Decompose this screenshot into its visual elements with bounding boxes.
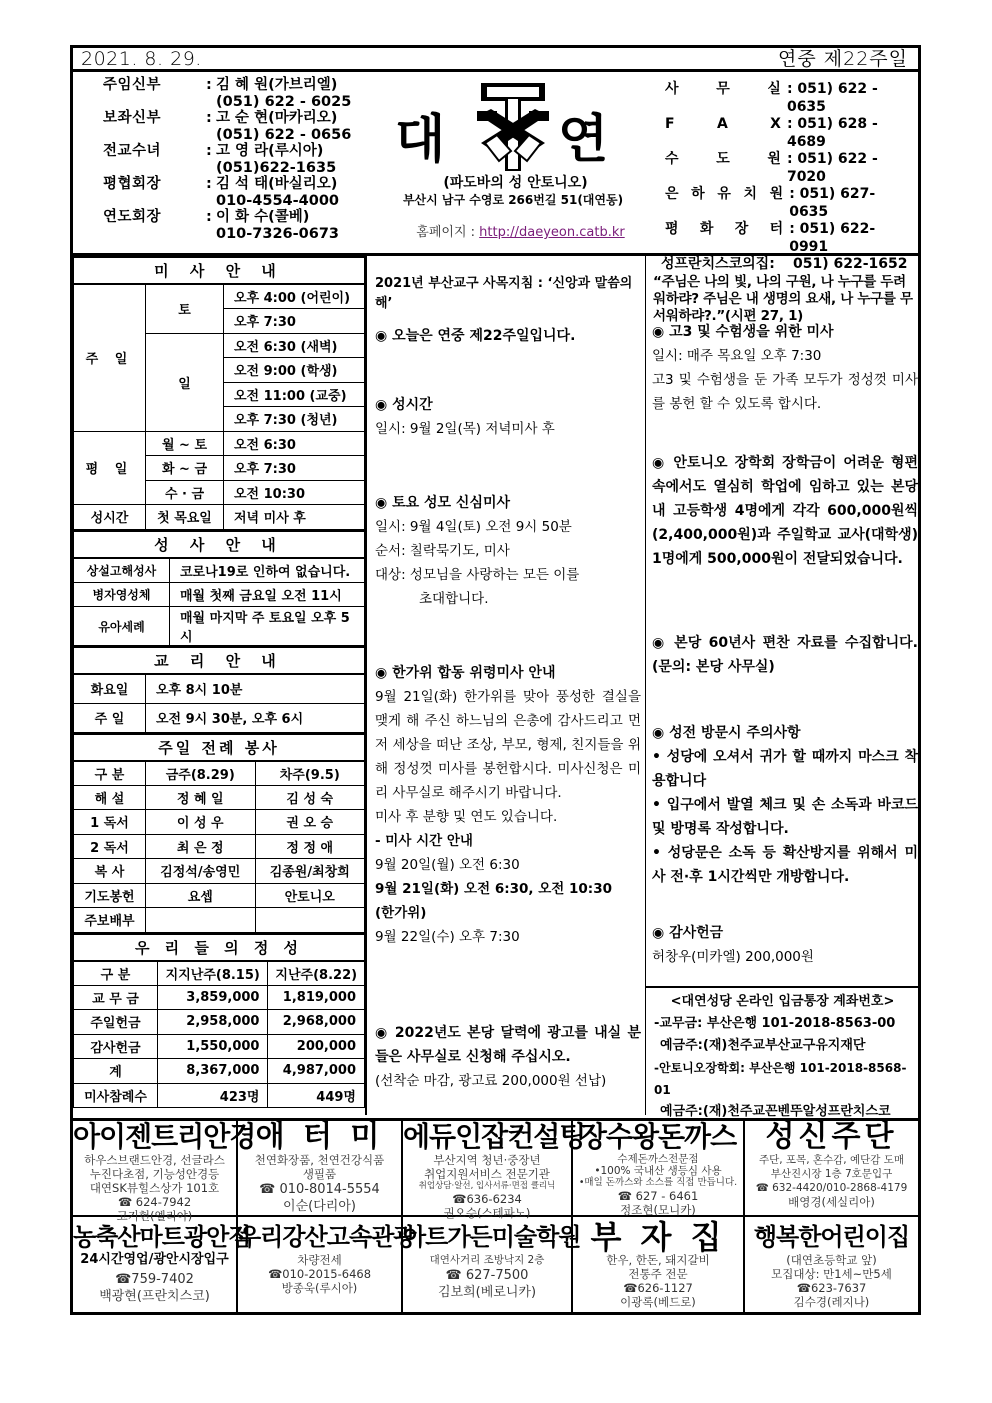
holy-hour-time: 저녁 미사 후 (224, 505, 365, 530)
column-header: 구 분 (74, 961, 158, 986)
date-bar (73, 48, 918, 72)
offering-amount: 1,819,000 (268, 985, 365, 1010)
name-cell: 김정석/송영민 (146, 859, 256, 884)
offering-amount: 2,968,000 (268, 1010, 365, 1035)
notice-thanks-offering: ◉ 감사헌금 허창우(미카엘) 200,000원 (652, 925, 814, 965)
homepage-label: 홈페이지 : (416, 225, 476, 240)
mass-time: 오전 6:30 (새벽) (224, 333, 365, 358)
staff-name: 김 혜 원(가브리엘) (216, 77, 338, 93)
logo-char-right: 연 (558, 109, 609, 170)
catechism-value: 오전 9시 30분, 오후 6시 (146, 703, 365, 732)
name-cell (255, 908, 365, 933)
offering-label: 주일헌금 (74, 1010, 158, 1035)
contact-number: : 051) 627- 0635 (789, 186, 876, 220)
contact-number: : 051) 622- 0991 (789, 221, 876, 255)
weekday-days: 수 · 금 (146, 480, 224, 505)
staff-phone: (051) 622 - 0656 (216, 126, 352, 143)
column-header: 금주(8.29) (146, 761, 256, 786)
ad-box: 장수왕돈까스 수제돈까스전문점 •100% 국내산 생등심 사용 •매일 돈까스와 소스를 직접 만듭니다. ☎ 627 - 6461 정조현(모니카) (573, 1121, 745, 1215)
sacrament-label: 상설고해성사 (74, 558, 170, 583)
contact-row: 수 도 원 : 051) 622 - 7020 (653, 151, 915, 186)
notice-marian-mass: ◉ 토요 성모 신심미사 일시: 9월 4일(토) 오전 9시 50분 순서: 칠락묵기도, 미사 대상: 성모님을 사랑하는 모든 이를 초대합니다. (375, 495, 580, 607)
staff-role: 전교수녀 (103, 143, 162, 159)
offering-amount: 1,550,000 (158, 1034, 268, 1059)
holy-hour-day: 첫 목요일 (146, 505, 224, 530)
sunday-day-label: 일 (146, 333, 224, 431)
offering-amount: 4,987,000 (268, 1059, 365, 1084)
catechism-table (73, 646, 365, 733)
mass-time: 오전 11:00 (교중) (224, 382, 365, 407)
offering-label: 미사참례수 (74, 1083, 158, 1108)
mass-time: 오전 9:00 (학생) (224, 358, 365, 383)
notice-calendar-ad: ◉ 2022년도 본당 달력에 광고를 내실 분들은 사무실로 신청해 주십시오. (선착순 마감, 광고료 200,000원 선납) (375, 1025, 641, 1089)
mass-schedule-table (73, 256, 365, 530)
ad-box: 우리강산고속관광 차량전세 ☎010-2015-6468 방종욱(루시아) (238, 1217, 403, 1315)
column-header: 구 분 (74, 761, 146, 786)
logo-char-left: 대 (395, 109, 446, 170)
staff-row: 보좌신부 : 고 순 현(마카리오) (103, 110, 338, 126)
staff-row: 평협회장 : 김 석 태(바실리오) (103, 176, 338, 192)
catechism-label: 주 일 (74, 703, 146, 732)
catechism-label: 화요일 (74, 674, 146, 703)
name-cell: 이 성 우 (146, 810, 256, 835)
staff-role: 보좌신부 (103, 110, 162, 126)
ad-box: 성신주단 주단, 포목, 혼수감, 예단감 도매 부산진시장 1층 7호문입구 ☎ 632-4420/010-2868-4179 배영경(세실리아) (755, 1119, 908, 1209)
bank-line: -교무금: 부산은행 101-2018-8563-00 (654, 1016, 896, 1031)
role-cell: 기도봉헌 (74, 883, 146, 908)
name-cell: 정 혜 일 (146, 785, 256, 810)
ad-box: 농축산마트광안점 24시간영업/광안시장입구 ☎759-7402 백광현(프란치스코) (73, 1217, 238, 1315)
bank-line: 예금주:(재)천주교부산교구유지재단 (660, 1038, 866, 1053)
staff-role: 주임신부 (103, 77, 162, 93)
contact-row: 평 화 장 터 : 051) 622- 0991 (653, 221, 915, 256)
weekday-label: 평 일 (74, 431, 146, 505)
notice-week: ◉ 오늘은 연중 제22주일입니다. (375, 328, 576, 344)
bulletin-page (70, 45, 921, 1315)
staff-phone: (051) 622 - 6025 (216, 93, 352, 110)
name-cell: 정 정 애 (255, 834, 365, 859)
name-cell: 최 은 정 (146, 834, 256, 859)
offering-amount: 3,859,000 (158, 985, 268, 1010)
role-cell: 2 독서 (74, 834, 146, 859)
staff-name: 고 순 현(마카리오) (216, 110, 338, 126)
ads-section (73, 1118, 918, 1312)
bank-line: -안토니오장학회: 부산은행 101-2018-8568-01 (654, 1061, 907, 1097)
staff-name: 김 석 태(바실리오) (216, 176, 338, 192)
column-header: 차주(9.5) (255, 761, 365, 786)
staff-row: 연도회장 : 이 화 수(콜베) (103, 209, 310, 225)
mass-time: 오전 10:30 (224, 480, 365, 505)
bank-title: <대연성당 온라인 입금통장 계좌번호> (670, 994, 895, 1009)
bulletin-date: 2021. 8. 29. (81, 48, 202, 70)
role-cell: 복 사 (74, 859, 146, 884)
sacrament-table (73, 530, 365, 647)
contact-number: : 051) 628 - 4689 (786, 116, 878, 150)
contact-row: F A X : 051) 628 - 4689 (653, 116, 915, 151)
name-cell (146, 908, 256, 933)
parish-address: 부산시 남구 수영로 266번길 51(대연동) (402, 193, 624, 207)
bank-account-info (646, 986, 919, 1121)
parish-logo (393, 81, 638, 173)
liturgical-week: 연중 제22주일 (778, 48, 908, 70)
mass-time: 오전 6:30 (224, 431, 365, 456)
role-cell: 1 독서 (74, 810, 146, 835)
tau-cross-icon (475, 81, 551, 173)
weekday-days: 화 ~ 금 (146, 456, 224, 481)
name-cell: 요셉 (146, 883, 256, 908)
contact-row: 성프란치스코의집: 051) 622-1652 (661, 256, 908, 272)
staff-name: 이 화 수(콜베) (216, 209, 310, 225)
notice-history-collection: ◉ 본당 60년사 편찬 자료를 수집합니다.(문의: 본당 사무실) (652, 635, 918, 675)
notices-column-right (645, 253, 918, 1119)
sacrament-value: 매월 마지막 주 토요일 오후 5시 (170, 607, 365, 646)
liturgy-service-table (73, 733, 365, 933)
ad-box: 행복한어린이집 (대연초등학교 앞) 모집대상: 만1세~만5세 ☎623-7637 김수경(레지나) (753, 1223, 910, 1309)
contact-number: : 051) 622 - 0635 (786, 81, 878, 115)
staff-row: 전교수녀 : 고 영 라(루시아) (103, 143, 324, 159)
name-cell: 권 오 승 (255, 810, 365, 835)
sacrament-value: 매월 첫째 금요일 오전 11시 (170, 582, 365, 607)
homepage (398, 221, 643, 240)
offering-amount: 8,367,000 (158, 1059, 268, 1084)
staff-phone: (051)622-1635 (216, 159, 337, 176)
offering-amount: 200,000 (268, 1034, 365, 1059)
name-cell: 김종원/최창희 (255, 859, 365, 884)
column-header: 지난주(8.22) (268, 961, 365, 986)
offering-label: 계 (74, 1059, 158, 1084)
ad-box: 아이젠트리안경 하우스브랜드안경, 선글라스 누진다초점, 기능성안경등 대연SK뷰힐스상가 101호 ☎ 624-7942 고기현(엘리야) (73, 1120, 256, 1223)
homepage-link[interactable]: http://daeyeon.catb.kr (479, 225, 625, 240)
sacrament-guide-title: 성 사 안 내 (74, 531, 365, 558)
catechism-value: 오후 8시 10분 (146, 674, 365, 703)
saturday-label: 토 (146, 284, 224, 333)
pastoral-guideline: 2021년 부산교구 사목지침 : ‘신앙과 말씀의 해’ (375, 276, 633, 311)
holy-hour-label: 성시간 (74, 505, 146, 530)
offerings-table (73, 933, 365, 1109)
ad-box: 부 자 집 한우, 한돈, 돼지갈비 전통주 전문 ☎626-1127 이광록(베드로) (573, 1217, 745, 1315)
role-cell: 해 설 (74, 785, 146, 810)
staff-phone: 010-7326-0673 (216, 225, 340, 242)
offerings-title: 우 리 들 의 정 성 (74, 934, 365, 961)
mass-guide-title: 미 사 안 내 (74, 257, 365, 284)
weekday-days: 월 ~ 토 (146, 431, 224, 456)
offering-amount: 423명 (158, 1083, 268, 1108)
mass-time: 오후 4:00 (어린이) (224, 284, 365, 309)
mass-time: 오후 7:30 (224, 309, 365, 334)
staff-row: 주임신부 : 김 혜 원(가브리엘) (103, 77, 338, 93)
bank-line: 예금주:(재)천주교꼰벤뚜알성프란치스코 (660, 1104, 891, 1119)
sacrament-label: 병자영성체 (74, 582, 170, 607)
staff-name: 고 영 라(루시아) (216, 143, 324, 159)
column-header: 지지난주(8.15) (158, 961, 268, 986)
mass-time: 오후 7:30 (224, 456, 365, 481)
name-cell: 안토니오 (255, 883, 365, 908)
catechism-guide-title: 교 리 안 내 (74, 647, 365, 674)
role-cell: 주보배부 (74, 908, 146, 933)
staff-list (103, 77, 351, 242)
sunday-label: 주 일 (74, 284, 146, 431)
offering-label: 교 무 금 (74, 985, 158, 1010)
ad-box: 아트가든미술학원 대연사거리 조방낙지 2층 ☎ 627-7500 김보희(베로니카) (403, 1217, 573, 1315)
notice-holy-hour: ◉ 성시간 일시: 9월 2일(목) 저녁미사 후 (375, 397, 555, 437)
offering-amount: 449명 (268, 1083, 365, 1108)
ad-box: 애 터 미 천연화장품, 천연건강식품 생필품 ☎ 010-8014-5554 이순(다리아) (238, 1121, 403, 1215)
sacrament-value: 코로나19로 인하여 없습니다. (170, 558, 365, 583)
notice-visit-rules: ◉ 성전 방문시 주의사항 • 성당에 오셔서 귀가 할 때까지 마스크 착용합니다 • 입구에서 발열 체크 및 손 소독과 바코드 및 방명록 작성합니다. • 성당문은 소독 등 확산방지를 위해서 미사 전·후 1시간씩만 개방합니다. (652, 725, 918, 885)
notices-column-left (365, 253, 645, 1115)
staff-role: 평협회장 (103, 176, 162, 192)
scripture-quote: “주님은 나의 빛, 나의 구원, 나 누구를 두려워하랴? 주님은 내 생명의 요새, 나 누구를 무서워하랴?.”(시편 27, 1) (653, 273, 913, 324)
staff-phone: 010-4554-4000 (216, 192, 340, 209)
notice-scholarship: ◉ 안토니오 장학회 장학금이 어려운 형편 속에서도 열심히 학업에 임하고 있는 본당내 고등학생 4명에게 각각 600,000원씩(2,400,000원)과 주일학교 교사(대학생) 1명에게 500,000원이 전달되었습니다. (652, 455, 918, 567)
liturgy-service-title: 주일 전례 봉사 (74, 734, 365, 761)
patron-saint: (파도바의 성 안토니오) (443, 175, 588, 191)
staff-role: 연도회장 (103, 209, 162, 225)
name-cell: 김 성 숙 (255, 785, 365, 810)
offering-label: 감사헌금 (74, 1034, 158, 1059)
ad-box: 에듀인잡컨설팅 부산지역 청년·중장년 취업지원서비스 전문기관 취업상담·알선, 입사서류·면접 클리닉 ☎636-6234 권오승(스테파노) (403, 1120, 586, 1220)
sacrament-label: 유아세례 (74, 607, 170, 646)
notice-exam-mass: ◉ 고3 및 수험생을 위한 미사 일시: 매주 목요일 오후 7:30 고3 및 수험생을 둔 가족 모두가 정성껏 미사를 봉헌 할 수 있도록 합시다. (652, 324, 918, 412)
notice-chuseok-mass: ◉ 한가위 합동 위령미사 안내 9월 21일(화) 한가위를 맞아 풍성한 결실을 맺게 해 주신 하느님의 은총에 감사드리고 먼저 세상을 떠난 조상, 부모, 형제, 친지들을 위해 정성껏 미사를 봉헌합시다. 미사신청은 미리 사무실로 해주시기 바랍니다. 미사 후 분향 및 연도 있습니다. - 미사 시간 안내 9월 20일(월) 오전 6:30 9월 21일(화) 오전 6:30, 오전 10:30 (한가위) 9월 22일(수) 오후 7:30 (375, 665, 641, 945)
mass-time: 오후 7:30 (청년) (224, 407, 365, 432)
contact-number: 051) 622-1652 (793, 256, 908, 272)
offering-amount: 2,958,000 (158, 1010, 268, 1035)
contact-row: 은 하 유 치 원 : 051) 627- 0635 (653, 186, 915, 221)
contact-row: 사 무 실 : 051) 622 - 0635 (653, 81, 915, 116)
contact-number: : 051) 622 - 7020 (786, 151, 878, 185)
schedule-column (73, 253, 365, 1108)
